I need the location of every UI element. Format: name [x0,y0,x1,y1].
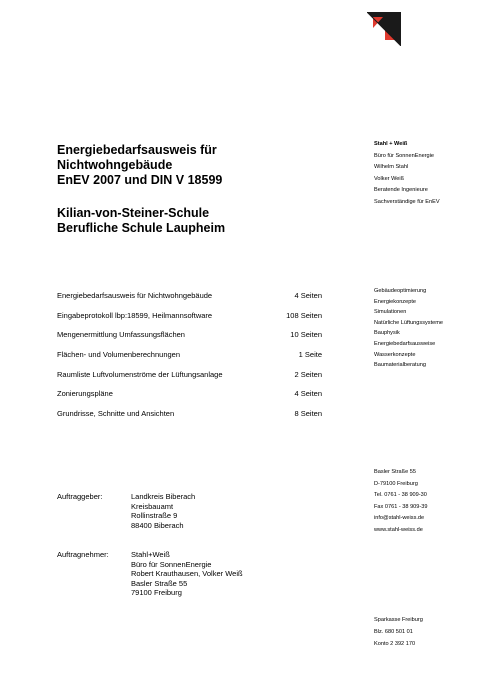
bank-line: Konto 2 392 170 [374,641,416,647]
contractor-line: Stahl+Weiß [131,550,170,559]
contractor-label: Auftragnehmer: [57,550,109,559]
firm-name: Stahl + Weiß [374,141,408,147]
title-line: EnEV 2007 und DIN V 18599 [57,173,223,187]
phone-line: Tel. 0761 - 38 909-30 [374,492,427,499]
sidebar-firm [374,139,440,209]
contents-item-text: Flächen- und Volumenberechnungen [57,350,181,360]
contents-item-text: Energiebedarfsausweis für Nichtwohngebäude [57,291,213,300]
sidebar-address [374,467,428,537]
service-item: Simulationen [374,309,407,316]
service-item: Gebäudeoptimierung [374,288,427,294]
contents-item-text: Raumliste Luftvolumenströme der Lüftungsanlage [57,369,223,379]
client-label: Auftraggeber: [57,492,103,501]
document-title [57,143,222,188]
contractor-line: Büro für SonnenEnergie [131,559,212,569]
contents-item-text: Mengenermittlung Umfassungsflächen [57,330,185,340]
school-line: Berufliche Schule Laupheim [57,221,226,235]
contents-item-text: Grundrisse, Schnitte und Ansichten [57,409,175,419]
service-item: Baumaterialberatung [374,362,426,369]
contents-item-pages: 4 Seiten [294,389,322,399]
contents-item [57,389,322,409]
service-item: Wasserkonzepte [374,351,416,358]
service-item: Natürliche Lüftungssysteme [374,319,444,326]
contents-item [57,291,322,311]
contractor-line: Basler Straße 55 [131,578,188,588]
contents-item-pages: 4 Seiten [294,291,322,300]
contents-item-pages: 108 Seiten [286,310,322,320]
contractor-address [131,550,243,598]
service-item: Bauphysik [374,330,400,337]
contents-item [57,350,322,370]
service-item: Energiekonzepte [374,298,416,305]
contents-item-pages: 2 Seiten [294,369,322,379]
client-line: Landkreis Biberach [131,492,196,501]
title-line: Energiebedarfsausweis für [57,143,217,157]
contractor-line: Robert Krauthausen, Volker Weiß [131,569,243,579]
contents-item-text: Zonierungspläne [57,389,113,399]
bank-line: Sparkasse Freiburg [374,617,423,623]
address-line: D-79100 Freiburg [374,480,418,487]
title-line: Nichtwohngebäude [57,158,173,172]
contents-item-pages: 10 Seiten [290,330,322,340]
sidebar-services [374,286,443,371]
school-line: Kilian-von-Steiner-Schule [57,206,210,220]
contents-item [57,370,322,390]
email-link[interactable]: info@stahl-weiss.de [374,515,425,522]
contents-item [57,311,322,331]
contractor-line: 79100 Freiburg [131,588,182,598]
sidebar-bank [374,614,423,650]
fax-line: Fax 0761 - 38 909-39 [374,503,428,510]
firm-line: Beratende Ingenieure [374,187,428,194]
client-line: 88400 Biberach [131,520,184,530]
address-line: Basler Straße 55 [374,469,416,475]
stahl-weiss-logo-icon [367,12,401,46]
service-item: Energiebedarfsausweise [374,340,436,347]
school-name [57,206,225,236]
contents-item [57,330,322,350]
firm-line: Büro für SonnenEnergie [374,152,435,159]
client-line: Rollinstraße 9 [131,511,178,521]
firm-line: Volker Weiß [374,175,405,182]
website-link[interactable]: www.stahl-weiss.de [374,526,423,533]
contents-item-pages: 1 Seite [298,350,322,360]
firm-line: Wilhelm Stahl [374,164,409,171]
bank-line: Blz. 680 501 01 [374,629,413,635]
contents-item-text: Eingabeprotokoll lbp:18599, Heilmannsoftware [57,310,213,320]
contents-item-pages: 8 Seiten [294,409,322,419]
firm-line: Sachverständige für EnEV [374,198,440,205]
contents-list [57,291,322,429]
client-address [131,492,195,530]
contents-item [57,409,322,429]
client-line: Kreisbauamt [131,501,174,511]
